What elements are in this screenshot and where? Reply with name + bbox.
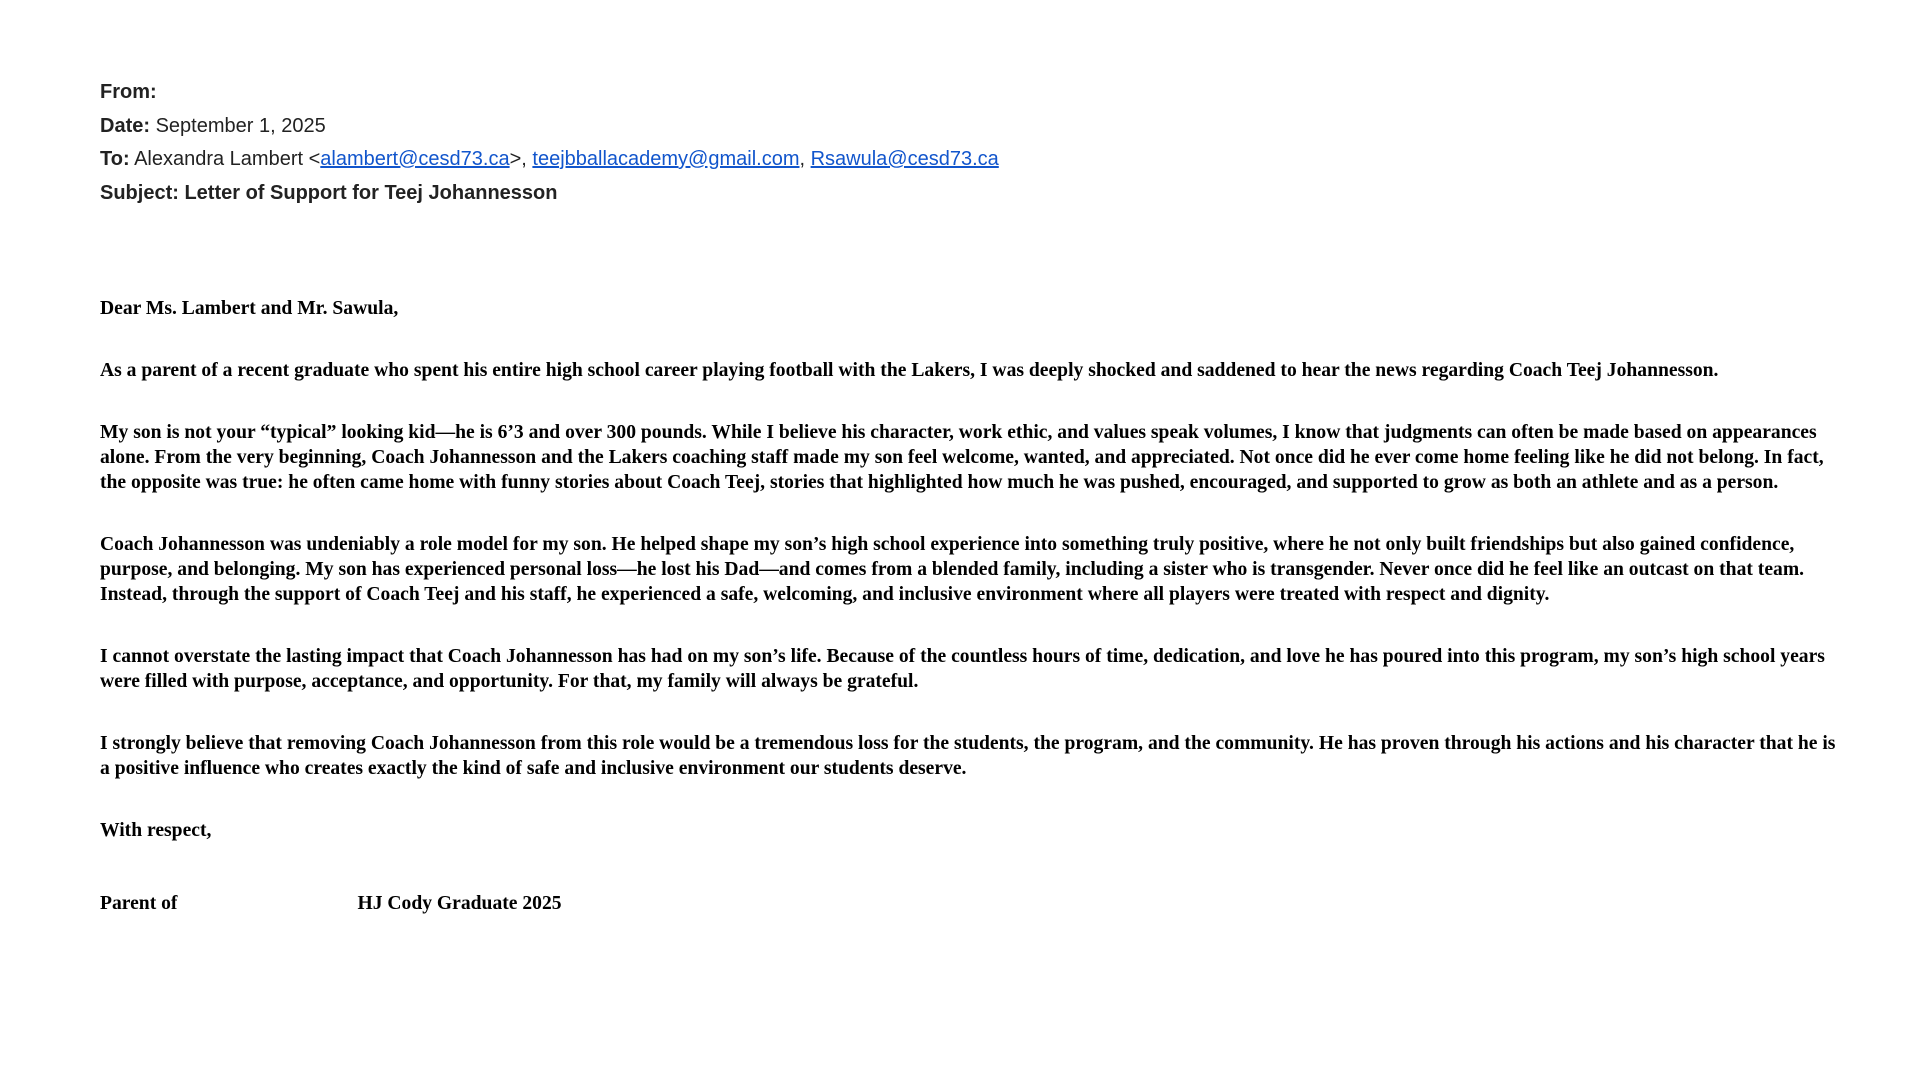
signature-line [100, 891, 1840, 916]
email-document [100, 76, 1840, 916]
closing: With respect, [100, 820, 212, 841]
letter-paragraph: I strongly believe that removing Coach Johannesson from this role would be a tremendous loss for the students, the program, and the community. He has proven through his actions and his character that he is a positive influence who creates exactly the kind of safe and inclusive environment our students deserve. [100, 733, 1836, 779]
redacted-name [177, 895, 357, 915]
subject-label: Subject: [100, 181, 179, 204]
to-email-link-alambert[interactable]: alambert@cesd73.ca [320, 148, 510, 170]
to-email-link-teejbballacademy[interactable]: teejbballacademy@gmail.com [532, 148, 800, 170]
signature-prefix: Parent of [100, 893, 178, 914]
signature-suffix: HJ Cody Graduate 2025 [357, 893, 562, 914]
letter-paragraph: I cannot overstate the lasting impact that Coach Johannesson has had on my son’s life. Because of the countless hours of time, dedication, and love he has poured into this program, my son’s high school years were filled with purpose, acceptance, and opportunity. For that, my family will always be grateful. [100, 646, 1825, 692]
letter-paragraph: As a parent of a recent graduate who spent his entire high school career playing football with the Lakers, I was deeply shocked and saddened to hear the news regarding Coach Teej Johannesson. [100, 360, 1719, 381]
email-header [100, 76, 1840, 210]
to-line [100, 143, 1840, 177]
from-line [100, 76, 1840, 110]
to-separator: >, [509, 148, 533, 170]
salutation: Dear Ms. Lambert and Mr. Sawula, [100, 298, 399, 319]
from-label: From: [100, 81, 157, 103]
to-label: To: [100, 148, 130, 170]
letter-paragraph: My son is not your “typical” looking kid—he is 6’3 and over 300 pounds. While I believe his character, work ethic, and values speak volumes, I know that judgments can often be made based on appearances alone. From the very beginning, Coach Johannesson and the Lakers coaching staff made my son feel welcome, wanted, and appreciated. Not once did he ever come home feeling like he did not belong. In fact, the opposite was true: he often came home with funny stories about Coach Teej, stories that highlighted how much he was pushed, encouraged, and supported to grow as both an athlete and as a person. [100, 422, 1824, 493]
subject-line [100, 177, 1840, 211]
letter-paragraph: Coach Johannesson was undeniably a role model for my son. He helped shape my son’s high school experience into something truly positive, where he not only built friendships but also gained confidence, purpose, and belonging. My son has experienced personal loss—he lost his Dad—and comes from a blended family, including a sister who is transgender. Never once did he feel like an outcast on that team. Instead, through the support of Coach Teej and his staff, he experienced a safe, welcoming, and inclusive environment where all players were treated with respect and dignity. [100, 534, 1805, 605]
letter-body [100, 296, 1840, 916]
to-recipient-name: Alexandra Lambert < [134, 148, 321, 170]
to-email-link-rsawula[interactable]: Rsawula@cesd73.ca [810, 148, 999, 170]
date-value: September 1, 2025 [155, 114, 326, 137]
subject-value: Letter of Support for Teej Johannesson [184, 181, 558, 204]
to-separator: , [799, 148, 811, 170]
date-line [100, 110, 1840, 144]
date-label: Date: [100, 114, 151, 137]
